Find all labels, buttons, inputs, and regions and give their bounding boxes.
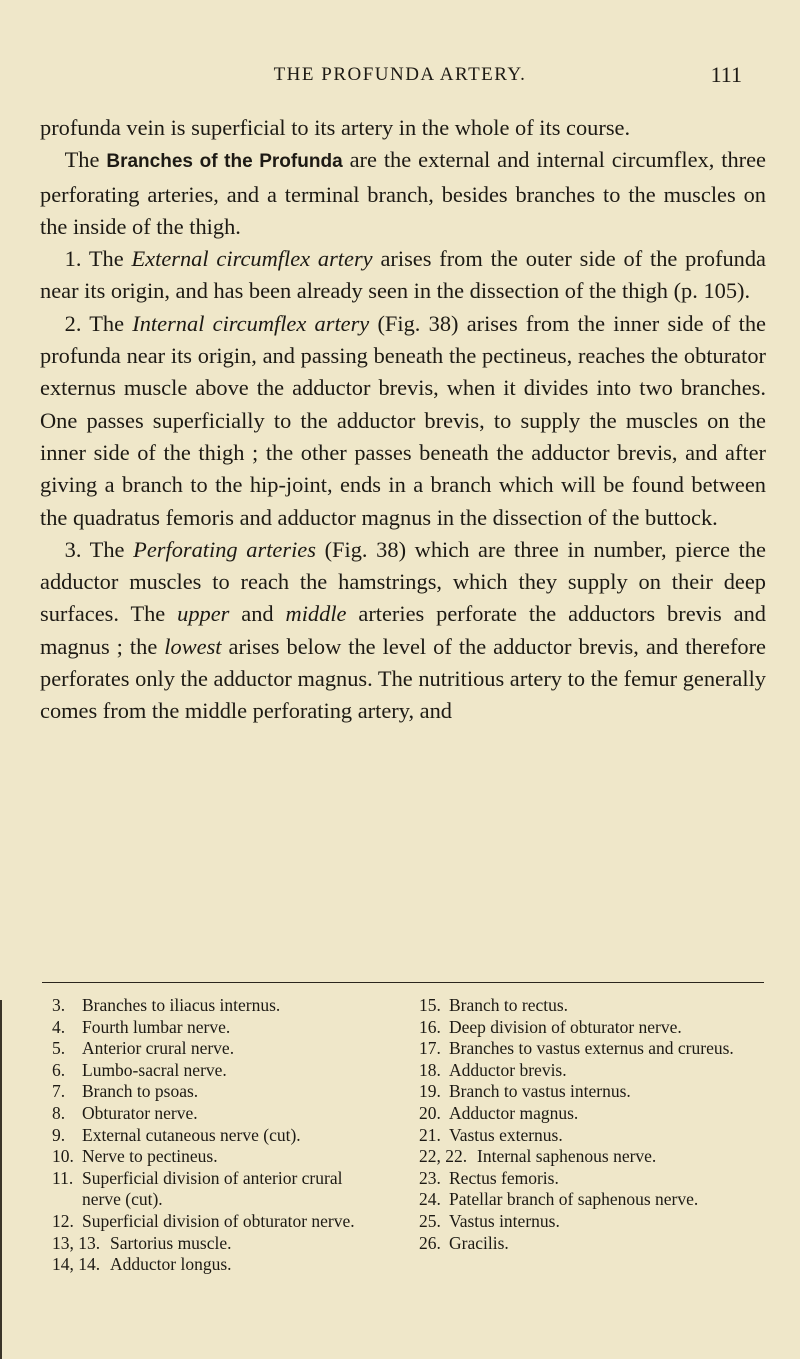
- legend-entry: [419, 1038, 771, 1060]
- legend-entry: [419, 1081, 771, 1103]
- legend-entry: [52, 1017, 382, 1039]
- legend-number: 14, 14.: [52, 1254, 101, 1275]
- text-run: arises from the outer side of the profunda near its origin, and has been already seen in the dissection of the thigh (p. 105).: [40, 246, 766, 304]
- paragraph: [40, 534, 766, 728]
- legend-entry: [52, 1233, 382, 1255]
- legend-number: 26.: [419, 1232, 441, 1253]
- body-text: [40, 112, 766, 728]
- legend-column-left: [52, 995, 382, 1276]
- italic-term: Internal circumflex artery: [132, 310, 370, 336]
- legend-text: Branch to rectus.: [449, 995, 569, 1015]
- legend-number: 10.: [52, 1146, 74, 1167]
- text-run: The: [64, 147, 107, 173]
- legend-text: Deep division of obturator nerve.: [449, 1016, 682, 1037]
- legend-text: Fourth lumbar nerve.: [82, 1016, 231, 1037]
- legend-entry: [52, 1211, 382, 1233]
- legend-entry: [419, 1146, 771, 1168]
- legend-entry: [52, 995, 382, 1017]
- legend-number: 7.: [52, 1081, 66, 1102]
- legend-number: 20.: [419, 1102, 441, 1123]
- legend-text: Gracilis.: [449, 1232, 509, 1253]
- legend-entry: [419, 1233, 771, 1255]
- page-number: 111: [710, 62, 742, 87]
- legend-text: Obturator nerve.: [82, 1102, 198, 1123]
- legend-number: 9.: [52, 1124, 66, 1145]
- paragraph: [40, 243, 766, 308]
- legend-text: Anterior crural nerve.: [82, 1038, 235, 1059]
- legend-entry: [419, 1168, 771, 1190]
- italic-term: Perforating arteries: [133, 536, 316, 562]
- legend-number: 6.: [52, 1059, 66, 1080]
- divider-rule: [42, 982, 764, 983]
- legend-number: 8.: [52, 1102, 66, 1123]
- text-run: 3. The: [64, 536, 134, 562]
- legend-entry: [52, 1146, 382, 1168]
- legend-number: 22, 22.: [419, 1146, 468, 1167]
- italic-term: upper: [177, 601, 230, 627]
- legend-entry: [419, 1211, 771, 1233]
- legend-entry: [419, 995, 771, 1017]
- text-run: (Fig. 38) arises from the inner side of the profunda near its origin, and passing beneath the pectineus, reaches the obturator externus muscle above the adductor brevis, when it divides into two branches. One passes superficially to the adductor brevis, to supply the muscles on the inner side of the thigh ; the other passes beneath the adductor brevis, and after giving a branch to the hip-joint, ends in a branch which will be found between the quadratus femoris and adductor magnus in the dissection of the buttock.: [40, 310, 766, 530]
- text-run: arises below the level of the adductor brevis, and therefore perforates only the adductor magnus. The nutritious artery to the femur generally comes from the middle perforating artery, and: [40, 633, 766, 724]
- paragraph: [40, 112, 766, 144]
- legend-entry: [52, 1081, 382, 1103]
- italic-term: lowest: [164, 633, 222, 659]
- legend-text: Branch to psoas.: [82, 1081, 199, 1102]
- text-run: 2. The: [64, 310, 133, 336]
- page-header: [0, 60, 800, 94]
- legend-text: Internal saphenous nerve.: [477, 1146, 657, 1167]
- text-run: and: [229, 601, 286, 627]
- legend-text: Branches to iliacus internus.: [82, 995, 281, 1015]
- legend-entry: [419, 1125, 771, 1147]
- legend-entry: [419, 1017, 771, 1039]
- legend-number: 17.: [419, 1038, 441, 1059]
- legend-entry: [52, 1038, 382, 1060]
- legend-number: 3.: [52, 995, 66, 1015]
- legend-number: 16.: [419, 1016, 441, 1037]
- page-edge-shadow: [0, 1000, 2, 1359]
- legend-number: 5.: [52, 1038, 66, 1059]
- legend-number: 19.: [419, 1081, 441, 1102]
- text-run: arteries perforate the adductors brevis and magnus ; the: [40, 601, 766, 659]
- text-run: are the external and internal circumflex, three perforating arteries, and a terminal branch, besides branches to the muscles on the inside of the thigh.: [40, 147, 766, 239]
- legend-column-right: [419, 995, 771, 1254]
- legend-text: Adductor magnus.: [449, 1102, 579, 1123]
- legend-text: External cutaneous nerve (cut).: [82, 1124, 301, 1145]
- legend-number: 24.: [419, 1189, 441, 1210]
- text-run: (Fig. 38) which are three in number, pierce the adductor muscles to reach the hamstrings, which they supply on their deep surfaces. The: [40, 536, 766, 627]
- running-title: THE PROFUNDA ARTERY.: [273, 64, 527, 85]
- legend-entry: [52, 1103, 382, 1125]
- text-run: 1. The: [64, 246, 132, 272]
- italic-term: External circumflex artery: [131, 246, 373, 272]
- legend-entry: [419, 1103, 771, 1125]
- legend-text: Patellar branch of saphenous nerve.: [449, 1189, 699, 1210]
- legend-number: 15.: [419, 995, 441, 1015]
- legend-text: Sartorius muscle.: [110, 1232, 232, 1253]
- italic-term: middle: [285, 601, 347, 627]
- legend-text: Rectus femoris.: [449, 1167, 559, 1188]
- legend-text: Branches to vastus externus and crureus.: [449, 1038, 734, 1059]
- legend-number: 13, 13.: [52, 1232, 101, 1253]
- legend-text: Vastus internus.: [449, 1210, 560, 1231]
- legend-text: Vastus externus.: [449, 1124, 563, 1145]
- legend-text: Superficial division of anterior crural nerve (cut).: [82, 1167, 343, 1210]
- legend-entry: [52, 1060, 382, 1082]
- legend-number: 25.: [419, 1210, 441, 1231]
- legend-text: Superficial division of obturator nerve.: [82, 1210, 355, 1231]
- bold-heading: Branches of the Profunda: [106, 151, 343, 173]
- legend-text: Adductor longus.: [110, 1254, 232, 1275]
- legend-text: Nerve to pectineus.: [82, 1146, 218, 1167]
- legend-number: 12.: [52, 1210, 74, 1231]
- legend-number: 4.: [52, 1016, 66, 1037]
- legend-entry: [52, 1168, 382, 1211]
- legend-entry: [52, 1125, 382, 1147]
- legend-number: 11.: [52, 1167, 74, 1188]
- legend-text: Branch to vastus internus.: [449, 1081, 631, 1102]
- legend-entry: [419, 1060, 771, 1082]
- legend-text: Adductor brevis.: [449, 1059, 567, 1080]
- text-run: profunda vein is superficial to its artery in the whole of its course.: [40, 115, 631, 140]
- legend-text: Lumbo-sacral nerve.: [82, 1059, 227, 1080]
- legend-number: 18.: [419, 1059, 441, 1080]
- legend-number: 21.: [419, 1124, 441, 1145]
- legend-number: 23.: [419, 1167, 441, 1188]
- legend-entry: [52, 1254, 382, 1276]
- paragraph: [40, 144, 766, 243]
- legend-entry: [419, 1189, 771, 1211]
- paragraph: [40, 308, 766, 534]
